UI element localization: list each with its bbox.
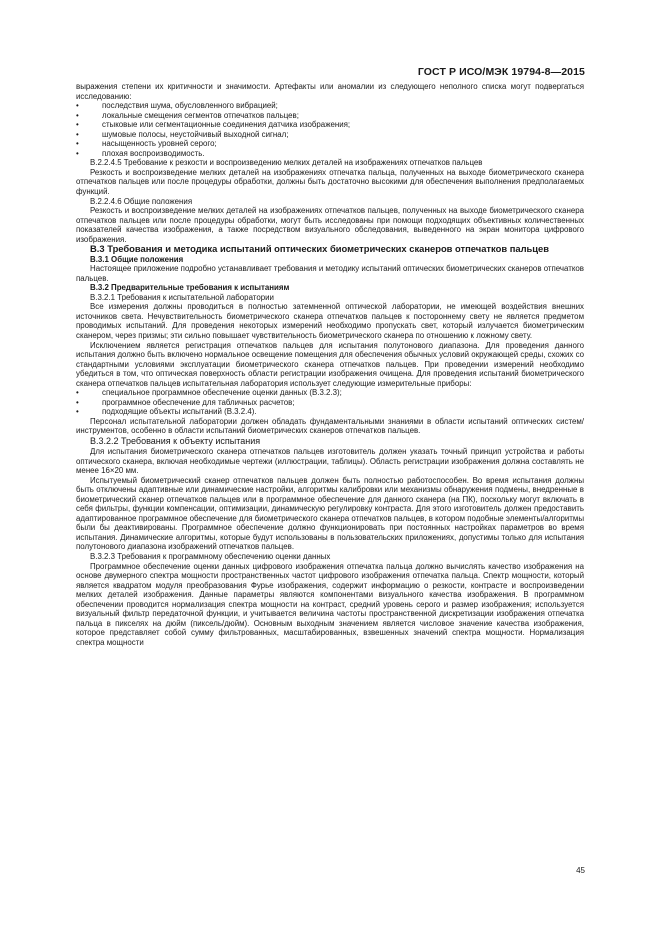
paragraph: Исключением является регистрация отпечатков пальцев для испытания полутонового диапазона. Для проведения данного испытания должно быть включено нормальное освещение помещения для обеспечения обычных условий окружающей среды, схожих со стандартными условиями эксплуатации биометрического сканера отпечатков пальцев. При проведении измерений необходимо убедиться в том, что оптическая поверхность области регистрации изображения очищена. Для проведения испытаний биометрического сканера отпечатков пальцев испытательная лаборатория использует следующие измерительные приборы: xyxy=(76,340,584,388)
list-item: • специальное программное обеспечение оценки данных (В.3.2.3); xyxy=(76,388,584,398)
paragraph: Для испытания биометрического сканера отпечатков пальцев изготовитель должен указать точный принцип устройства и работы оптического сканера, включая необходимые чертежи (иллюстрации, таблицы). Область регистрации изображения должна составлять не менее 16×20 мм. xyxy=(76,446,584,476)
paragraph: Программное обеспечение оценки данных цифрового изображения отпечатка пальца должно вычислять качество изображения на основе двумерного спектра мощности пространственных частот цифрового изображения отпечатка пальца. Спектр мощности, который является квадратом модуля преобразования Фурье изображения, содержит информацию о резкости, контрасте и воспроизведении мелких деталей изображения. Данные параметры являются компонентами визуального качества изображения. В программном обеспечении проводится нормализация спектра мощности на контраст, средний уровень серого и размер изображения; используется визуальный фильтр передаточной функции, и учитывается величина частоты пространственной дискретизации изображения отпечатка пальца в пикселях на дюйм (пиксель/дюйм). Основным выходным значением является числовое значение качества изображения, которое представляет собой сумму фильтрованных, масштабированных, взвешенных значений спектра мощности. Нормализация спектра мощности xyxy=(76,561,584,647)
paragraph: Настоящее приложение подробно устанавливает требования и методику испытаний оптических биометрических сканеров отпечатков пальцев. xyxy=(76,264,584,283)
intro-paragraph: выражения степени их критичности и значимости. Артефакты или аномалии из следующего неполного списка могут подвергаться исследованию: xyxy=(76,82,584,101)
list-item: • программное обеспечение для табличных расчетов; xyxy=(76,398,584,408)
paragraph: Испытуемый биометрический сканер отпечатков пальцев должен быть полностью работоспособен. Во время испытания должны быть отключены адаптивные или динамические настройки, алгоритмы калибровки или механизмы обнаружения подмены, внедренные в биометрический сканер отпечатков пальцев или в программное обеспечение для данного сканера (на ПК), поскольку могут включать в себя фильтры, функции компенсации, оптимизации, динамическую регулировку контраста. Для этого изготовитель должен предоставить адаптированное программное обеспечение для биометрического сканера отпечатков пальцев, в котором подобные элементы/алгоритмы были бы деактивированы. Программное обеспечение должно функционировать при постоянных настройках параметров во время испытания. Динамические алгоритмы, которые будут использованы в пользовательских приложениях, допустимы только для испытания полутонового диапазона изображений отпечатков пальцев. xyxy=(76,475,584,552)
list-item: • подходящие объекты испытаний (В.3.2.4). xyxy=(76,407,584,417)
paragraph: Персонал испытательной лаборатории должен обладать фундаментальными знаниями в области испытаний оптических систем/инструментов, особенно в области испытаний биометрических сканеров отпечатков пальцев. xyxy=(76,416,584,436)
paragraph: Резкость и воспроизведение мелких деталей на изображениях отпечатков пальцев, полученных на выходе биометрического сканера отпечатков пальцев или после процедуры обработки, могут быть исследованы при помощи подходящих объективных количественных показателей качества изображения, а также посредством визуального обследования, выведенного на экран монитора цифрового изображения. xyxy=(76,206,584,244)
section-heading-b2245: В.2.2.4.5 Требование к резкости и воспроизведению мелких деталей на изображениях отпечатков пальцев xyxy=(90,158,483,168)
document-header: ГОСТ Р ИСО/МЭК 19794-8—2015 xyxy=(417,66,585,78)
instruments-list xyxy=(76,388,584,417)
paragraph: Резкость и воспроизведение мелких деталей на изображениях отпечатка пальца, полученных на выходе биометрического сканера отпечатков пальцев или после процедуры обработки, должны быть достаточно высокими для обеспечения выполнения предполагаемых функций. xyxy=(76,167,584,197)
list-item: • насыщенность уровней серого; xyxy=(76,139,584,149)
list-item: • последствия шума, обусловленного вибрацией; xyxy=(76,101,584,111)
list-item: • шумовые полосы, неустойчивый выходной сигнал; xyxy=(76,130,584,140)
list-item: • плохая воспроизводимость. xyxy=(76,149,584,159)
section-heading-b31: В.3.1 Общие положения xyxy=(90,254,184,264)
section-heading-b321: В.3.2.1 Требования к испытательной лаборатории xyxy=(90,292,274,302)
page-number: 45 xyxy=(576,866,585,875)
section-heading-b323: В.3.2.3 Требования к программному обеспечению оценки данных xyxy=(90,552,331,561)
page-body xyxy=(76,82,584,647)
section-heading-b32: В.3.2 Предварительные требования к испытаниям xyxy=(90,283,290,293)
list-item: • стыковые или сегментационные соединения датчика изображения; xyxy=(76,120,584,130)
artifacts-list xyxy=(76,101,584,158)
section-heading-b3: В.3 Требования и методика испытаний оптических биометрических сканеров отпечатков пальцев xyxy=(90,243,550,255)
section-heading-b322: В.3.2.2 Требования к объекту испытания xyxy=(90,435,261,446)
list-item: • локальные смещения сегментов отпечатков пальцев; xyxy=(76,111,584,121)
paragraph: Все измерения должны проводиться в полностью затемненной оптической лаборатории, не имеющей воздействия внешних источников света. Нечувствительность биометрического сканера отпечатков пальцев к постороннему свету не является предметом проводимых испытаний. Для проведения некоторых измерений необходимо пропускать свет, который излучается биометрическим сканером, через призмы; эти сильно повышает чувствительность биометрического сканера по отношению к ложному свету. xyxy=(76,302,584,340)
section-heading-b2246: В.2.2.4.6 Общие положения xyxy=(90,196,193,206)
